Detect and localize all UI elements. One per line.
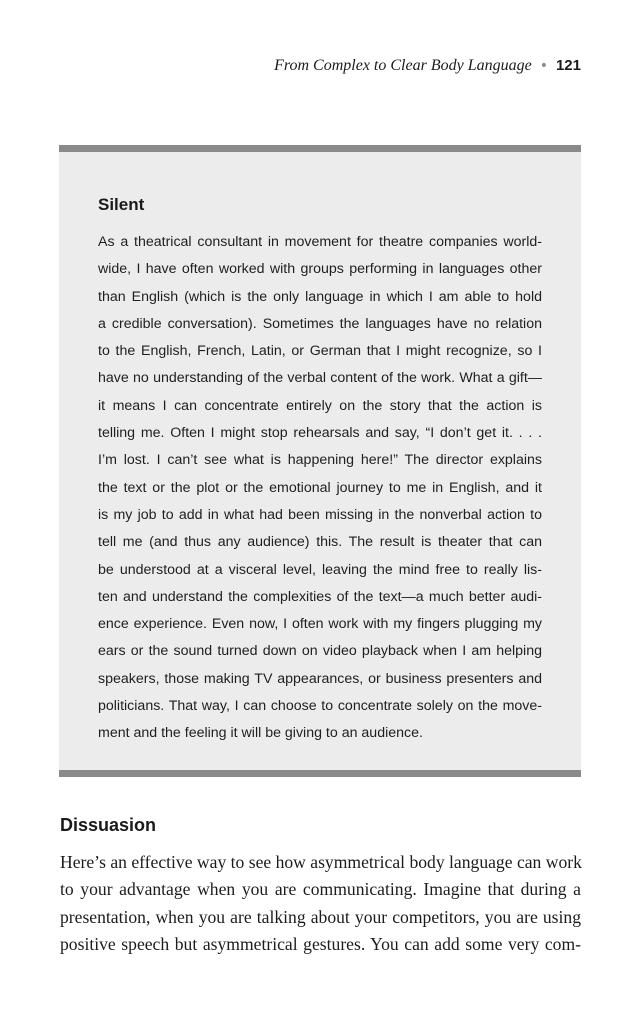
section-heading: Dissuasion [60,815,157,835]
sidebar-line: is my job to add in what had been missing in the nonverbal action to [98,506,542,523]
sidebar-line: telling me. Often I might stop rehearsals and say, “I don’t get it. . . . [98,425,542,442]
sidebar-line: As a theatrical consultant in movement for theatre companies world- [98,234,542,250]
body-line: presentation, when you are talking about your competitors, you are using [60,906,581,927]
sidebar-line: to the English, French, Latin, or German that I might recognize, so I [98,343,542,360]
sidebar-line: than English (which is the only language in which I am able to hold [98,288,542,305]
body-line: to your advantage when you are communicating. Imagine that during a [60,879,581,900]
sidebar-line: I’m lost. I can’t see what is happening here!” The director explains [98,452,542,469]
sidebar-line: ten and understand the complexities of the text—a much better audi- [98,588,542,605]
sidebar-box [59,145,581,777]
sidebar-heading: Silent [98,195,145,214]
sidebar-line: ment and the feeling it will be giving to an audience. [98,725,423,742]
page-number: 121 [555,57,581,74]
sidebar-line: wide, I have often worked with groups performing in languages other [98,261,542,278]
sidebar-line: ence experience. Even now, I often work with my fingers plugging my [98,616,542,633]
sidebar-line: the text or the plot or the emotional journey to me in English, and it [98,479,542,496]
sidebar-line: speakers, those making TV appearances, or business presenters and [98,670,542,687]
sidebar-line: tell me (and thus any audience) this. The result is theater that can [98,534,542,551]
sidebar-line: politicians. That way, I can choose to concentrate solely on the move- [98,698,542,715]
sidebar-line: it means I can concentrate entirely on the story that the action is [98,397,542,414]
sidebar-paragraph [98,229,542,748]
sidebar-line: a credible conversation). Sometimes the languages have no relation [98,315,542,332]
sidebar-line: have no understanding of the verbal content of the work. What a gift— [98,370,542,387]
sidebar-line: ears or the sound turned down on video playback when I am helping [98,643,542,660]
body-line: Here’s an effective way to see how asymmetrical body language can work [60,852,582,872]
body-line: positive speech but asymmetrical gestures. You can add some very com- [60,933,581,954]
sidebar-line: be understood at a visceral level, leaving the mind free to really lis- [98,561,542,578]
running-title: From Complex to Clear Body Language [274,57,532,74]
body-paragraph [60,849,581,958]
separator-bullet: • [539,58,548,74]
running-head [274,57,581,75]
